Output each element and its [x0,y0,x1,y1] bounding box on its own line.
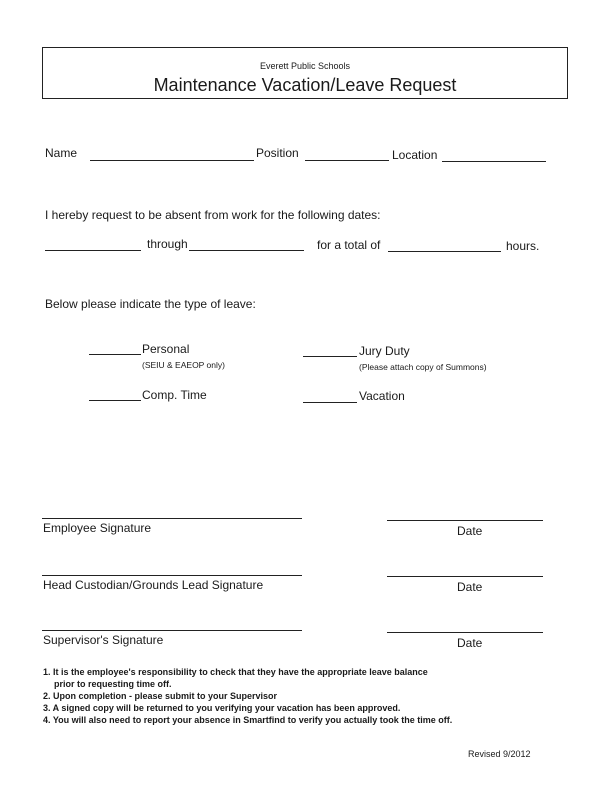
note-4: 4. You will also need to report your absence in Smartfind to verify you actually took the time off. [43,715,453,725]
comp-time-checkbox-line[interactable] [89,400,141,401]
employee-signature-field[interactable] [42,518,302,519]
leave-type-heading: Below please indicate the type of leave: [45,297,256,311]
supervisor-date-field[interactable] [387,632,543,633]
note-1: 1. It is the employee's responsibility to check that they have the appropriate leave balance [43,667,428,677]
personal-note: (SEIU & EAEOP only) [142,360,225,370]
through-label: through [147,237,188,251]
vacation-label: Vacation [359,389,405,403]
employee-date-field[interactable] [387,520,543,521]
hours-label: hours. [506,239,540,253]
location-label: Location [392,148,438,162]
position-label: Position [256,146,299,160]
jury-duty-label: Jury Duty [359,344,410,358]
organization-name: Everett Public Schools [259,61,351,71]
personal-label: Personal [142,342,190,356]
name-label: Name [45,146,78,160]
revision-date: Revised 9/2012 [468,749,531,759]
location-field[interactable] [442,161,546,162]
note-2: 2. Upon completion - please submit to your Supervisor [43,691,278,701]
personal-checkbox-line[interactable] [89,354,141,355]
supervisor-signature-field[interactable] [42,630,302,631]
head-custodian-date-label: Date [457,580,483,594]
position-field[interactable] [305,160,389,161]
vacation-checkbox-line[interactable] [303,402,357,403]
jury-duty-checkbox-line[interactable] [303,356,357,357]
form-title: Maintenance Vacation/Leave Request [153,75,457,95]
request-statement: I hereby request to be absent from work for the following dates: [45,208,381,222]
supervisor-signature-label: Supervisor's Signature [43,633,164,647]
head-custodian-signature-label: Head Custodian/Grounds Lead Signature [43,578,264,592]
total-hours-field[interactable] [388,251,501,252]
head-custodian-date-field[interactable] [387,576,543,577]
start-date-field[interactable] [45,250,141,251]
instructions-list [43,666,452,726]
note-3: 3. A signed copy will be returned to you verifying your vacation has been approved. [43,703,401,713]
name-field[interactable] [90,160,254,161]
header-box [42,47,568,99]
end-date-field[interactable] [189,250,304,251]
supervisor-date-label: Date [457,636,483,650]
employee-date-label: Date [457,524,483,538]
note-1-continued: prior to requesting time off. [54,679,172,689]
employee-signature-label: Employee Signature [43,521,152,535]
comp-time-label: Comp. Time [142,388,207,402]
jury-duty-note: (Please attach copy of Summons) [359,362,487,372]
head-custodian-signature-field[interactable] [42,575,302,576]
total-label: for a total of [317,238,381,252]
